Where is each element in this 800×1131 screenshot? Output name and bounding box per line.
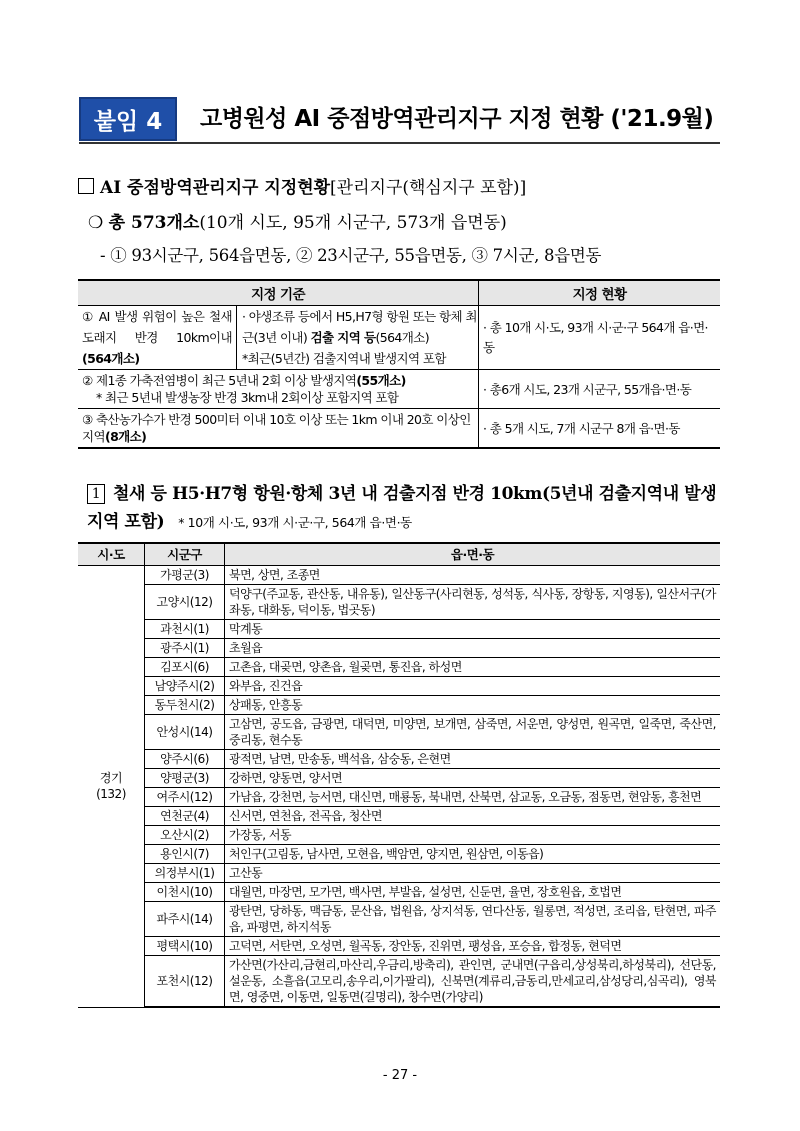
towns-cell: 막계동 [225,620,721,639]
city-cell: 파주시(14) [145,902,225,937]
criteria-row-3-status: · 총 5개 시도, 7개 시군구 8개 읍·면·동 [479,409,721,449]
page-number: - 27 - [382,1068,418,1083]
province-cell [78,566,145,1008]
city-cell: 고양시(12) [145,585,225,620]
criteria-row-3-basis: ③ 축산농가수가 반경 500미터 이내 10호 이상 또는 1km 이내 20호 이상인 지역(8개소) [78,409,479,449]
table-row [78,845,720,864]
towns-cell: 대월면, 마장면, 모가면, 백사면, 부발읍, 설성면, 신둔면, 율면, 장호원읍, 호법면 [225,883,721,902]
section-number-box: 1 [87,484,105,504]
checkbox-square-icon [78,178,94,194]
towns-cell: 광탄면, 당하동, 맥금동, 문산읍, 법원읍, 상지석동, 연다산동, 월롱면, 적성면, 조리읍, 탄현면, 파주읍, 파평면, 하지석동 [225,902,721,937]
city-cell: 의정부시(1) [145,864,225,883]
city-cell: 광주시(1) [145,639,225,658]
heading-main: AI 중점방역관리지구 지정현황 [100,178,331,198]
towns-cell: 와부읍, 진건읍 [225,677,721,696]
city-cell: 동두천시(2) [145,696,225,715]
city-cell: 포천시(12) [145,956,225,1008]
towns-cell: 가산면(가산리,금현리,마산리,우금리,방축리), 관인면, 군내면(구읍리,상성북리,하성북리), 선단동, 설운동, 소흘읍(고모리,송우리,이가팔리), 신북면(계류리,금동리,만세교리,삼성당리,심곡리), 영북면, 영중면, 이동면, 일동면(길명리), 창수면(가양리) [225,956,721,1008]
towns-cell: 강하면, 양동면, 양서면 [225,769,721,788]
table-row [78,769,720,788]
table-row [78,620,720,639]
city-cell: 오산시(2) [145,826,225,845]
city-cell: 여주시(12) [145,788,225,807]
criteria-row-1-status: · 총 10개 시·도, 93개 시·군·구 564개 읍·면·동 [479,306,721,370]
appendix-badge: 붙임 4 [79,97,177,141]
city-cell: 평택시(10) [145,937,225,956]
criteria-row-1-basis [78,306,479,370]
heading-bracket: [관리지구(핵심지구 포함)] [330,178,527,198]
region-header-towns: 읍·면·동 [225,543,721,566]
table-row [78,937,720,956]
city-cell: 남양주시(2) [145,677,225,696]
table-row [78,677,720,696]
table-row [78,750,720,769]
heading-total-count: 총 573개소 [108,213,200,233]
criteria-header-basis: 지정 기준 [78,280,479,306]
table-row [78,696,720,715]
towns-cell: 고덕면, 서탄면, 오성면, 월곡동, 장안동, 진위면, 팽성읍, 포승읍, 합정동, 현덕면 [225,937,721,956]
city-cell: 양주시(6) [145,750,225,769]
heading-total-detail: (10개 시도, 95개 시군구, 573개 읍면동) [199,213,507,233]
towns-cell: 고산동 [225,864,721,883]
city-cell: 용인시(7) [145,845,225,864]
towns-cell: 초월읍 [225,639,721,658]
province-name: 경기 [99,771,123,786]
towns-cell: 고삼면, 공도읍, 금광면, 대덕면, 미양면, 보개면, 삼죽면, 서운면, 양성면, 원곡면, 일죽면, 죽산면, 중리동, 현수동 [225,715,721,750]
title-underline [79,142,720,144]
table-row [78,956,720,1008]
criteria-header-status: 지정 현황 [479,280,721,306]
criteria-table [78,279,720,449]
towns-cell: 신서면, 연천읍, 전곡읍, 청산면 [225,807,721,826]
table-row [78,883,720,902]
city-cell: 연천군(4) [145,807,225,826]
city-cell: 과천시(1) [145,620,225,639]
heading-total [88,208,507,233]
city-cell: 가평군(3) [145,566,225,585]
towns-cell: 처인구(고림동, 남사면, 모현읍, 백암면, 양지면, 원삼면, 이동읍) [225,845,721,864]
province-count: (132) [96,787,126,802]
region-table-body [78,566,720,1008]
city-cell: 김포시(6) [145,658,225,677]
region-header-province: 시·도 [78,543,145,566]
criteria-row-2-status: · 총6개 시도, 23개 시군구, 55개읍·면·동 [479,370,721,409]
towns-cell: 광적면, 남면, 만송동, 백석읍, 삼숭동, 은현면 [225,750,721,769]
towns-cell: 북면, 상면, 조종면 [225,566,721,585]
criteria-row-1-left: ① AI 발생 위험이 높은 철새도래지 반경 10km이내 (564개소) [82,309,232,366]
table-row [78,566,720,585]
circle-bullet-icon: ❍ [88,213,104,233]
section-1-note: * 10개 시·도, 93개 시·군·구, 564개 읍·면·동 [178,515,412,530]
criteria-row-2-basis: ② 제1종 가축전염병이 최근 5년내 2회 이상 발생지역(55개소) * 최근 5년내 발생농장 반경 3km내 2회이상 포함지역 포함 [78,370,479,409]
table-row [78,658,720,677]
criteria-row-1-right: · 야생조류 등에서 H5,H7형 항원 또는 항체 최근(3년 이내) 검출 지역 등(564개소) *최근(5년간) 검출지역내 발생지역 포함 [236,306,478,369]
city-cell: 양평군(3) [145,769,225,788]
heading-breakdown: - ① 93시군구, 564읍면동, ② 23시군구, 55읍면동, ③ 7시군, 8읍면동 [100,246,602,265]
towns-cell: 가남읍, 강천면, 능서면, 대신면, 매룡동, 북내면, 산북면, 삼교동, 오금동, 점동면, 현암동, 흥천면 [225,788,721,807]
table-row [78,807,720,826]
towns-cell: 가장동, 서동 [225,826,721,845]
table-row [78,902,720,937]
table-row [78,585,720,620]
table-row [78,788,720,807]
section-1-text: 철새 등 H5·H7형 항원·항체 3년 내 검출지점 반경 10km(5년내 검출지역내 발생지역 포함) [87,484,717,532]
table-row [78,715,720,750]
towns-cell: 덕양구(주교동, 관산동, 내유동), 일산동구(사리현동, 성석동, 식사동, 장항동, 지영동), 일산서구(가좌동, 대화동, 덕이동, 법곳동) [225,585,721,620]
table-row [78,826,720,845]
towns-cell: 고촌읍, 대곶면, 양촌읍, 월곶면, 통진읍, 하성면 [225,658,721,677]
region-header-city: 시군구 [145,543,225,566]
towns-cell: 상패동, 안흥동 [225,696,721,715]
city-cell: 이천시(10) [145,883,225,902]
region-table [78,542,720,1008]
table-row [78,639,720,658]
city-cell: 안성시(14) [145,715,225,750]
section-1-heading [87,480,727,537]
heading-designation-status [78,173,526,198]
page-title: 고병원성 AI 중점방역관리지구 지정 현황 ('21.9월) [200,106,714,132]
table-row [78,864,720,883]
